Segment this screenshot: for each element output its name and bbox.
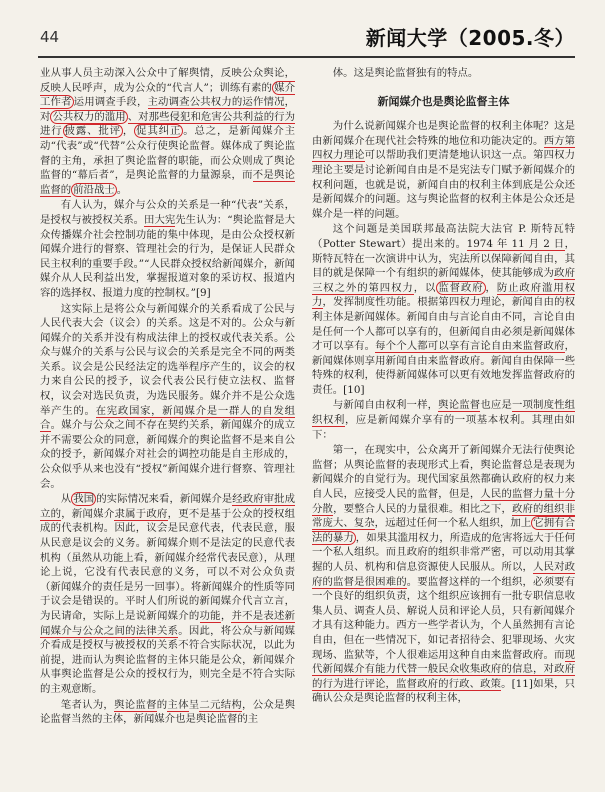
highlight: 主体 [167,698,189,711]
highlight: 人民的监督力量十分分散 [312,488,575,515]
text-run: ，应是新闻媒介享有的一项基本权利。其理由如下： [312,414,575,441]
text-run: 业从事人员主动深入公众中了解舆情，反映公众舆论，反映人民呼声，成为公众的“代言人”；训练有素的 [40,67,295,94]
text-run: ，新闻媒体则享用新闻自由来监督政府。新闻自由保障一些特殊的权利，使得新闻媒体可以更有效地发挥监督政府的责任。[10] [312,340,575,396]
paragraph [40,302,295,492]
highlight: 田大宪 [144,213,176,226]
highlight: 政府三权之外的第四权力 [312,267,575,294]
highlight-box: 披露、批评 [64,125,121,138]
text-run: 也应是 [480,399,512,412]
page-header [38,22,575,58]
highlight: 二元结构 [199,698,243,711]
text-run: 的 [156,698,168,711]
text-run: 运用调查手段， [73,96,148,109]
text-run: ，以 [413,281,437,294]
paragraph [40,698,295,727]
text-run: ， [122,125,135,138]
highlight-box: 监督政府 [438,281,484,294]
text-run: 。总之，是新闻媒介主动“代表”或“代替”公众行使舆论监督。媒体成了舆论监督的主角，承担了舆论监督的职能，而公众则成了舆论监督的“幕后者”，是舆论监督的力量源泉，而 [40,125,295,182]
highlight-box: 它拥有合法的暴力 [312,517,575,544]
text-run: 与新闻自由权利一样， [332,399,439,412]
text-run: 。[11]如果，只确认公众是舆论监督的权利主体， [312,677,575,705]
text-run: 。因此，将公众与新闻媒介看成是授权与被授权的关系不符合实际状况，以此为前提，进而认为舆论监督的主体只能是公众，新闻媒介从事舆论监督是公众的授权行为，则完全是不符合实际的主观意断。 [40,624,295,695]
highlight-box: 媒介工作者 [40,81,295,109]
right-column [312,66,575,782]
text-run: 为什么说新闻媒介也是舆论监督的权利主体呢？这是由新闻媒介在现代社会特殊的地位和功能决定的。 [312,120,575,147]
highlight: 舆论监督 [114,698,157,711]
text-run: ，对 [40,96,295,123]
paragraph [312,398,575,442]
header-rule [38,56,575,58]
paragraph [40,66,295,197]
highlight: 1974 年 11 月 2 日 [466,237,565,250]
highlight: 一项制度性组织权利 [312,399,575,427]
text-run: ，斯特瓦特在一次演讲中认为，宪法所以保障新闻自由，其目的就是保障一个有组织的新闻媒体，使其能够成为 [312,237,575,280]
text-run: ， [220,609,232,622]
paragraph [312,119,575,221]
highlight: 功能 [199,609,221,622]
journal-title: 新闻大学（2005.冬） [365,26,575,50]
text-run: 这个问题是美国联邦最高法院大法官 P. 斯特瓦特（Potter Stewart）提出来的。 [312,223,575,250]
text-run: 有人认为，媒介与公众的关系是一种“代表”关系，是授权与被授权关系。 [40,199,295,226]
highlight: 主动调查公共权力的运作情况 [147,96,285,109]
text-run: ， [485,281,497,294]
highlight: 、对那些侵犯和危害公共利益的行为进行 [40,110,295,138]
text-run: ，远超过任何一个私人组织，加上 [374,517,532,530]
highlight-box: 公共权力的滥用 [52,110,126,123]
highlight-box: 前沿战士 [73,183,115,196]
highlight: 经政府审批成立的 [40,493,295,520]
text-run: 。要监督这样的一个组织，必须要有一个良好的组织负责，这个组织应该拥有一批专职信息收集人员、调查人员、解说人员和评论人员，只有新闻媒介才具有这种能力。西方一些学者认为，个人虽然拥有言论自由，但在一些情况下，如记者招待会、犯罪现场、火灾现场、监狱等，个人很难运用这种自由来监督政府。而 [312,575,575,661]
highlight: 政府的组织非常庞大、复杂 [312,502,575,530]
highlight: 不是舆论监督的 [40,169,295,196]
text-run: 可以帮助我们更清楚地认识这一点。第四权力理论主要是讨论新闻自由是不是宪法专门赋予新闻媒介的权利问题，也就是说，新闻自由的权利主体到底是公众还是新闻媒介的问题。这与舆论监督的权利主体是公众还是媒介是一样的问题。 [312,149,575,220]
text-run: ，要整合人民的力量很难。相比之下， [333,502,512,515]
text-run: ，如果其滥用权力，所造成的危害将远大于任何一个私人组织。而且政府的组织非常严密，可以动用其掌握的人员、机构和信息资源使人民服从。所以， [312,531,575,573]
text-run: 第一，在现实中，公众离开了新闻媒介无法行使舆论监督；从舆论监督的表现形式上看，舆论监督总是表现为新闻媒介的自觉行为。现代国家虽然都确认政府的权力来自人民，应接受人民的监督，但是， [312,444,575,501]
text-run: 笔者认为， [60,698,115,711]
highlight-box: 促其纠正 [136,125,182,138]
highlight: 并不是表述新闻媒介与公众之间的法律关系 [40,609,295,637]
highlight: 每个个人都可以享有言论自由来监督政府 [375,340,565,353]
highlight: 防止政府滥用权力 [312,281,575,309]
text-run: 。 [116,183,128,196]
paragraph [40,198,295,300]
section-heading: 新闻媒介也是舆论监督主体 [377,94,510,108]
highlight: 在宪政国家，新闻媒介是一群人的自发组合 [40,404,295,432]
text-run: 先生认为：“舆论监督是大众传播媒介社会控制功能的集中体现，是由公众授权新闻媒介进行的督察、管理社会的行为，是保证人民群众民主权利的重要手段。”“人民群众授权给新闻媒介，新闻媒介从人民利益出发，掌握报道对象的采访权、报道内容的选择权、报道力度的控制权。”[9] [40,213,295,299]
text-run: 呈 [188,698,200,711]
paragraph [40,492,295,696]
highlight: 现代新闻媒介有能力代替一般民众收集政府的信息，对政府的行为进行评论，监督政府的行政、政策 [312,648,575,690]
text-run: ，更不是基于公众的授权组成的代表机构。因此，议会是民意代表，代表民意，服从民意是议会的义务。新闻媒介则不是法定的民意代表机构（虽然从功能上看，新闻媒介经常代表民意），从理论上说，它没有代表民意的义务，可以不对公众负责（新闻媒介的责任是另一回事）。将新闻媒介的性质等同于议会是错误的。平时人们所说的新闻媒介代言立言，为民请命，实际上是说新闻媒介的 [40,507,295,622]
text-run: 这实际上是将公众与新闻媒介的关系看成了公民与人民代表大会（议会）的关系。这是不对的。公众与新闻媒介的关系并没有构成法律上的授权或代表关系。公众与媒介的关系与公民与议会的关系是完全不同的两类关系。议会是公民经法定的选举程序产生的，议会的权力来自公民的授予，议会代表公民行使立法权、监督权，议会对选民负责，为选民服务。媒介并不是公众选举产生的。 [40,302,295,417]
paragraph [312,443,575,706]
highlight-box: 我国 [73,493,95,506]
text-run: ，公众是舆论监督当然的主体，新闻媒介也是舆论监督的主 [40,698,295,726]
page-number: 44 [40,28,60,46]
highlight: 西方第四权力理论 [312,134,575,162]
text-run: ，发挥制度性功能。根据第四权力理论，新闻自由的权利主体是新闻媒体。新闻自由与言论自由不同，言论自由是任何一个人都可以享有的，但新闻自由必须是新闻媒体才可以享有。 [312,296,575,353]
highlight: 舆论监督 [438,399,481,412]
highlight: 人民对政府的监督是很困难的 [312,561,575,588]
text-run: 。媒介与公众之间不存在契约关系，新闻媒介的成立并不需要公众的同意，新闻媒介的舆论监督不是来自公众的授予，新闻媒介对社会的调控功能是自主形成的，公众似乎从来也没有“授权”新闻媒介进行督察、管理社会。 [40,419,295,490]
left-column [40,66,295,782]
paragraph: 体。这是舆论监督独有的特点。 [332,67,479,79]
highlight: 隶属于政府 [114,507,168,520]
text-run: 从 [60,493,72,506]
paragraph [312,222,575,397]
text-run: 的实际情况来看，新闻媒介是 [96,493,233,506]
text-run: ，新闻媒介 [61,507,115,520]
